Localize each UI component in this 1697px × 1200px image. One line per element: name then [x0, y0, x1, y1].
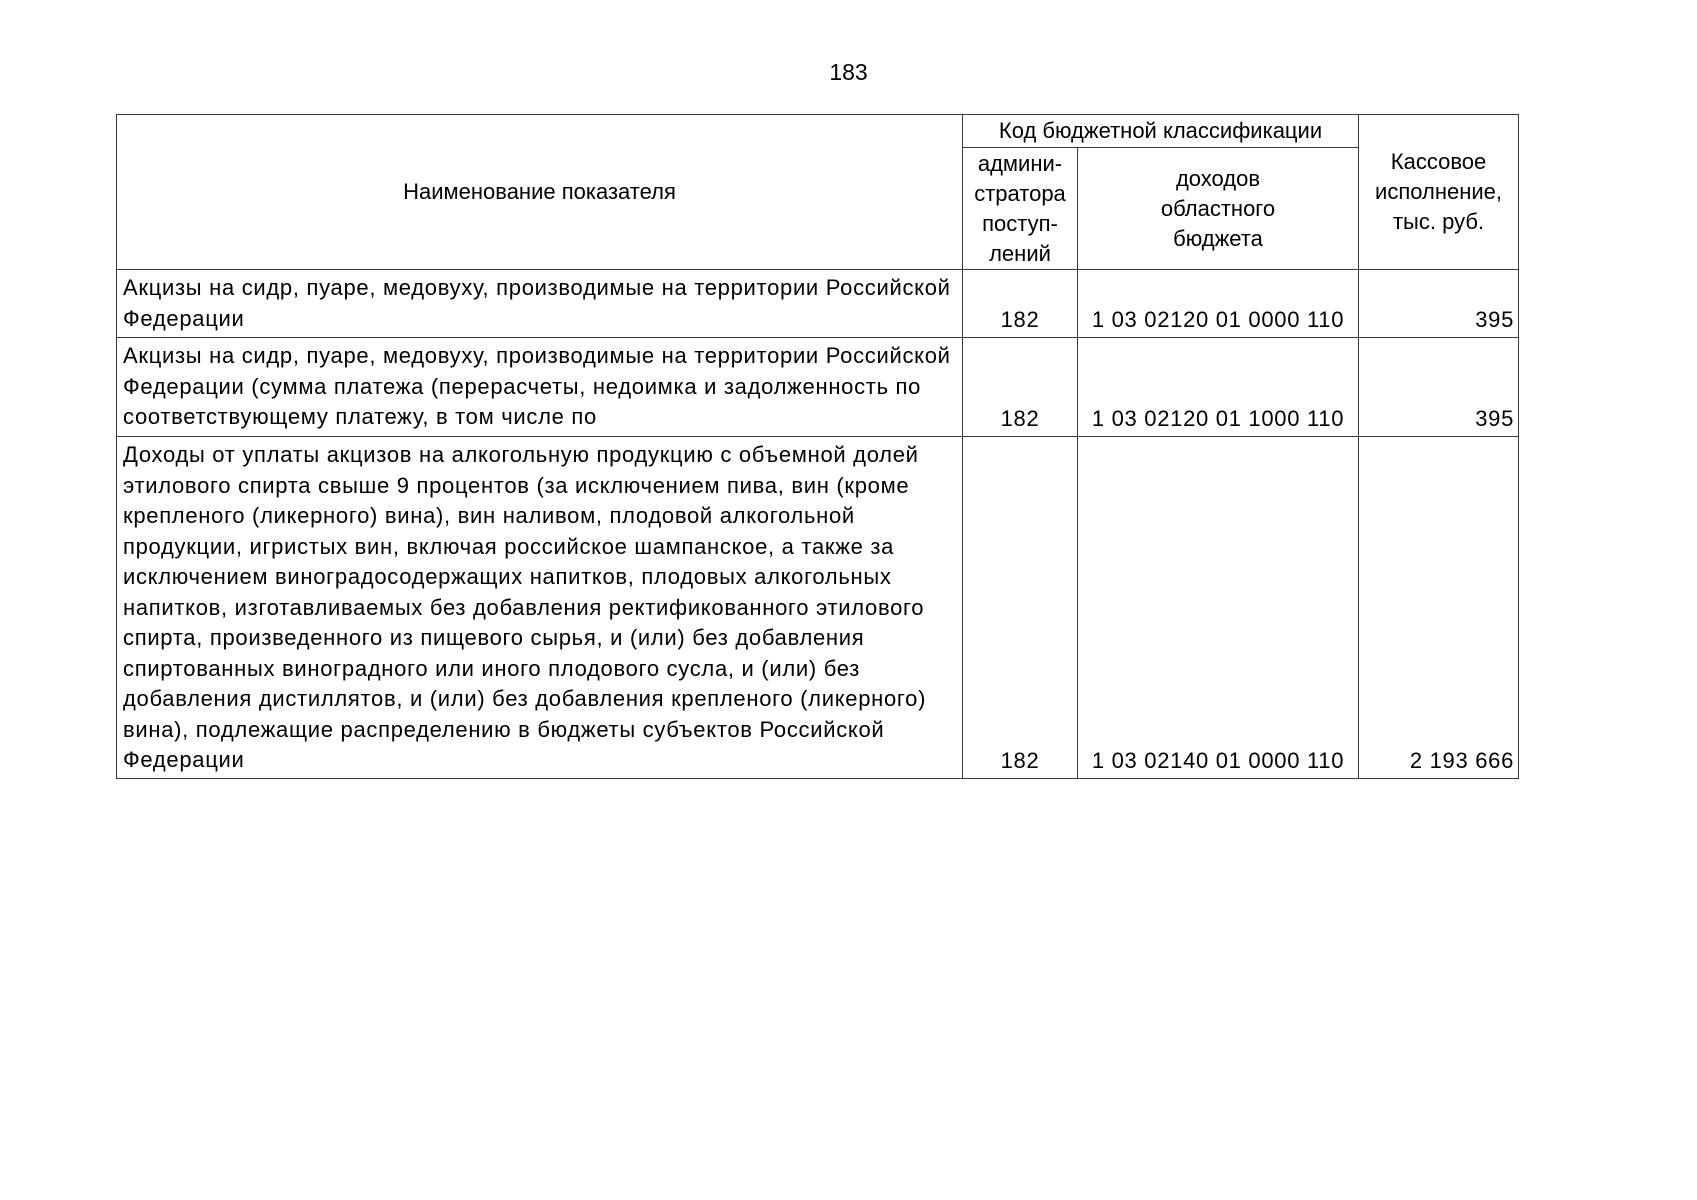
table-header — [117, 115, 1519, 270]
income-code-cell: 1 03 02120 01 1000 110 — [1078, 338, 1359, 437]
page-number: 183 — [829, 59, 868, 85]
table-row — [117, 338, 1519, 437]
indicator-name-cell — [117, 338, 963, 437]
amount-cell: 2 193 666 — [1359, 437, 1519, 779]
administrator-code-cell: 182 — [963, 270, 1078, 338]
header-classification-code: Код бюджетной классификации — [963, 115, 1359, 148]
table-row — [117, 437, 1519, 779]
amount-cell: 395 — [1359, 338, 1519, 437]
amount-cell: 395 — [1359, 270, 1519, 338]
table-row — [117, 270, 1519, 338]
indicator-name-text: Акцизы на сидр, пуаре, медовуху, производимые на территории Российской Федерации (сумма платежа (перерасчеты, недоимка и задолженность по соответствующему платежу, в том числе по — [123, 343, 951, 429]
indicator-name-cell: Доходы от уплаты акцизов на алкогольную продукцию с объемной долей этилового спирта свыше 9 процентов (за исключением пива, вин (кроме крепленого (ликерного) вина), вин наливом, плодовой алкогольной продукции, игристых вин, включая российское шампанское, а также за исключением виноградосодержащих напитков, плодовых алкогольных напитков, изготавливаемых без добавления ректификованного этилового спирта, произведенного из пищевого сырья, и (или) без добавления спиртованных виноградного или иного плодового сусла, и (или) без добавления дистиллятов, и (или) без добавления крепленого (ликерного) вина), подлежащие распределению в бюджеты субъектов Российской Федерации — [117, 437, 963, 779]
header-cash-execution: Кассовое исполнение, тыс. руб. — [1359, 115, 1519, 270]
income-code-cell: 1 03 02120 01 0000 110 — [1078, 270, 1359, 338]
income-code-cell: 1 03 02140 01 0000 110 — [1078, 437, 1359, 779]
administrator-code-cell: 182 — [963, 437, 1078, 779]
indicator-name-cell: Акцизы на сидр, пуаре, медовуху, производимые на территории Российской Федерации — [117, 270, 963, 338]
administrator-code-cell: 182 — [963, 338, 1078, 437]
header-indicator-name: Наименование показателя — [117, 115, 963, 270]
budget-revenue-table — [116, 114, 1519, 779]
header-administrator-code: админи- стратора поступ- лений — [963, 148, 1078, 270]
header-income-code: доходов областного бюджета — [1078, 148, 1359, 270]
